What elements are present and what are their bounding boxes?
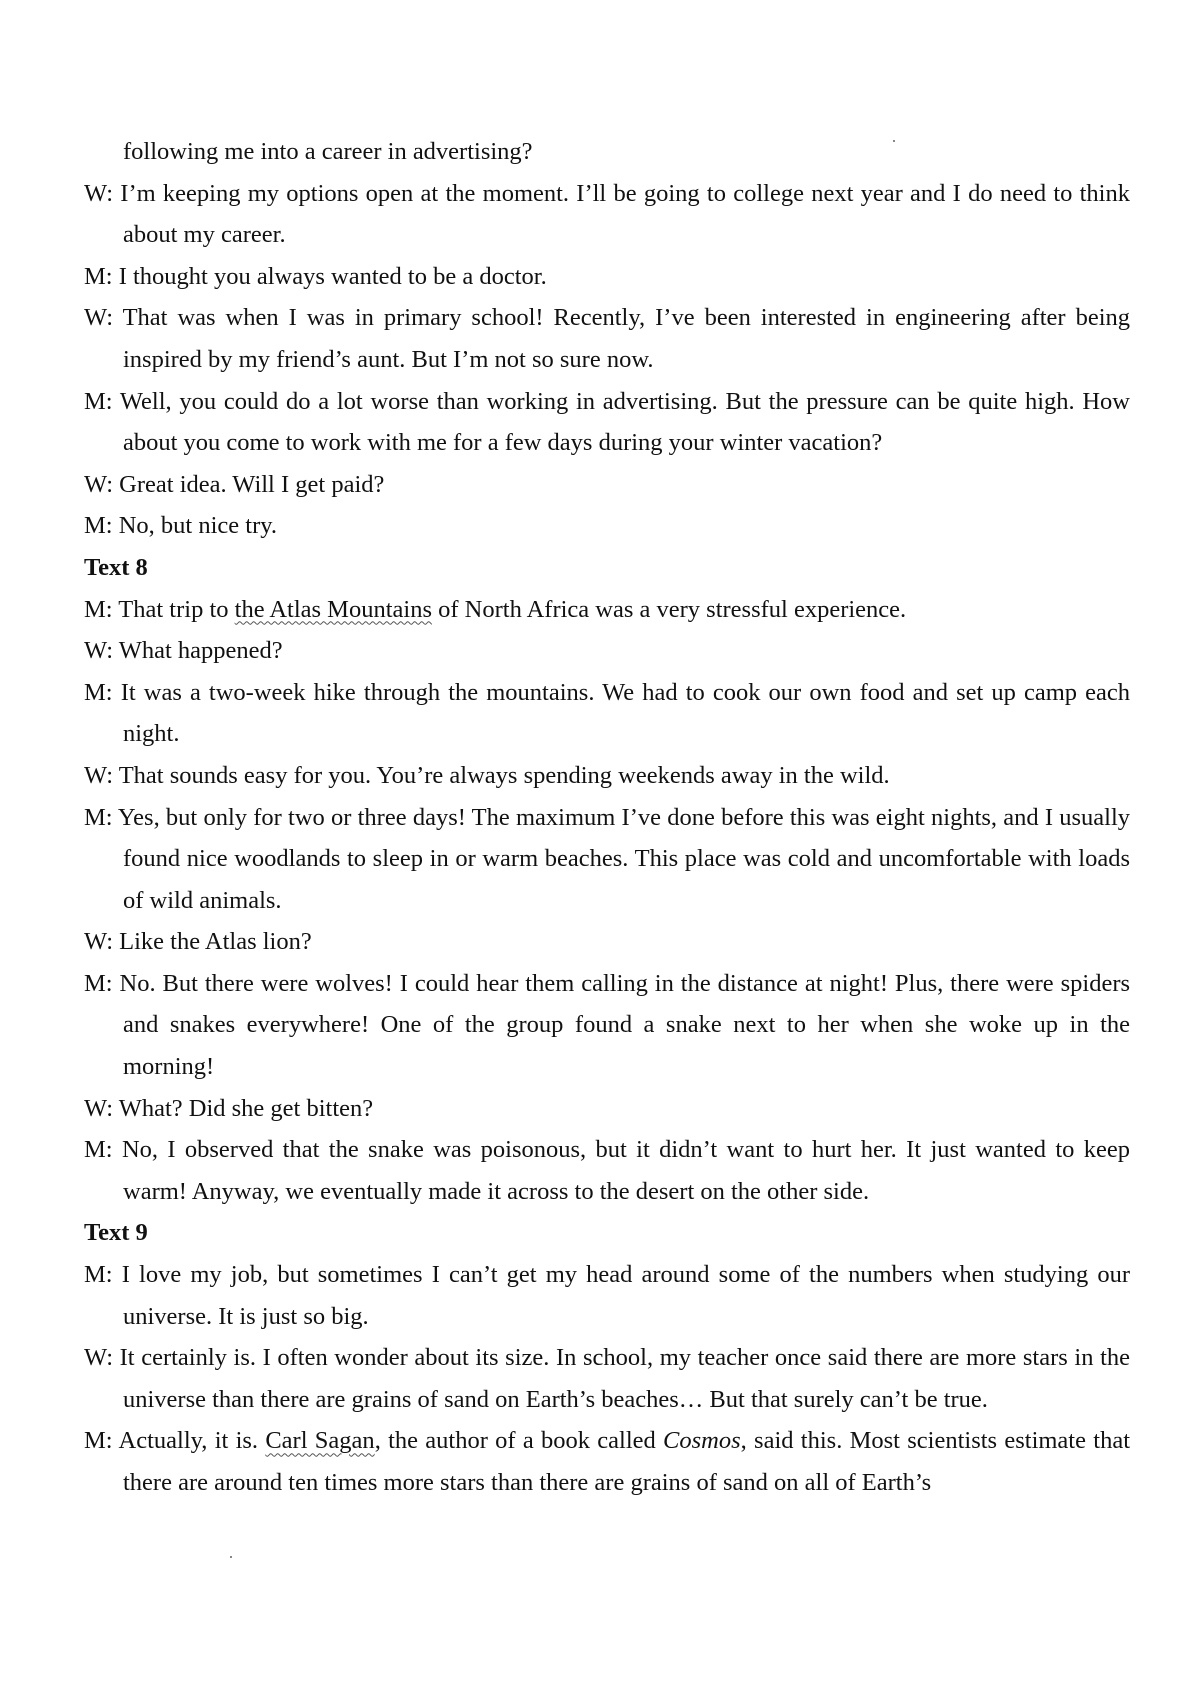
speaker-label: M: (84, 678, 113, 706)
speaker-label: W: (84, 637, 114, 665)
dialogue-line (84, 589, 1130, 631)
speaker-label: M: (84, 1136, 113, 1164)
line-text: No, I observed that the snake was poisonous, but it didn’t want to hurt her. It just wanted to keep warm! Anyway, we eventually made it across to the desert on the other side. (121, 1136, 1130, 1205)
line-text: of North Africa was a very stressful experience. (438, 595, 907, 623)
dialogue-line (84, 755, 1130, 797)
dialogue-line (84, 672, 1130, 755)
scan-speck (230, 1556, 232, 1558)
intro-line: following me into a career in advertising? (123, 138, 533, 165)
speaker-label: W: (84, 1094, 114, 1122)
speaker-label: M: (84, 969, 113, 997)
line-text: What? Did she get bitten? (118, 1094, 374, 1122)
line-text: Actually, it is. (118, 1427, 259, 1455)
line-text: I love my job, but sometimes I can’t get my head around some of the numbers when studying our universe. It is just so big. (121, 1261, 1131, 1330)
line-text: I’m keeping my options open at the moment. I’ll be going to college next year and I do need to think about my career. (120, 179, 1130, 249)
marked-term: Carl Sagan (265, 1427, 375, 1455)
dialogue-line (84, 173, 1130, 256)
dialogue-line (84, 630, 1130, 672)
speaker-label: W: (84, 470, 114, 498)
book-title: Cosmos (663, 1427, 741, 1455)
line-text: Great idea. Will I get paid? (119, 470, 385, 498)
dialogue-line (84, 1254, 1130, 1337)
line-text: , the author of a book called (374, 1427, 656, 1455)
speaker-label: W: (84, 928, 114, 956)
line-text: , said this. Most scientists estimate that there are around ten times more stars than there are grains of sand on all of Earth’s (123, 1427, 1131, 1496)
speaker-label: M: (84, 595, 113, 623)
line-text: I thought you always wanted to be a doctor. (118, 262, 547, 290)
dialogue-line (84, 381, 1130, 464)
text9-section (84, 1212, 1130, 1503)
line-text: It certainly is. I often wonder about its size. In school, my teacher once said there are more stars in the universe than there are grains of sand on Earth’s beaches… But that surely can’t be true. (119, 1344, 1130, 1413)
speaker-label: W: (84, 761, 114, 789)
speaker-label: M: (84, 262, 113, 290)
text7-dialogue (84, 173, 1130, 547)
line-text: No. But there were wolves! I could hear them calling in the distance at night! Plus, there were spiders and snakes everywhere! One of the group found a snake next to her when she woke up in the morning! (119, 969, 1131, 1081)
speaker-label: M: (84, 803, 113, 831)
speaker-label: M: (84, 387, 113, 415)
dialogue-line (84, 963, 1130, 1088)
dialogue-line (84, 797, 1130, 922)
dialogue-line (84, 256, 1130, 298)
dialogue-line (84, 1420, 1130, 1503)
text8-section (84, 547, 1130, 1213)
line-text: No, but nice try. (118, 512, 278, 540)
line-text: Well, you could do a lot worse than working in advertising. But the pressure can be quite high. How about you come to work with me for a few days during your winter vacation? (119, 387, 1131, 457)
section-heading-text9: Text 9 (84, 1219, 148, 1247)
dialogue-line (84, 1088, 1130, 1130)
line-text: What happened? (118, 637, 283, 665)
dialogue-line (84, 505, 1130, 547)
dialogue-line (84, 297, 1130, 380)
speaker-label: M: (84, 1427, 113, 1455)
dialogue-line (84, 1337, 1130, 1420)
speaker-label: M: (84, 1261, 113, 1289)
dialogue-line (84, 921, 1130, 963)
dialogue-line (84, 1129, 1130, 1212)
transcript-page (84, 131, 1130, 1504)
line-text: That was when I was in primary school! Recently, I’ve been interested in engineering after being inspired by my friend’s aunt. But I’m not so sure now. (122, 304, 1130, 373)
line-text: Like the Atlas lion? (119, 928, 312, 956)
speaker-label: W: (84, 1344, 114, 1372)
line-text: It was a two-week hike through the mountains. We had to cook our own food and set up camp each night. (120, 678, 1131, 748)
line-text: Yes, but only for two or three days! The maximum I’ve done before this was eight nights, and I usually found nice woodlands to sleep in or warm beaches. This place was cold and uncomfortable with loads of wild animals. (117, 803, 1131, 914)
dialogue-line (84, 464, 1130, 506)
speaker-label: M: (84, 512, 113, 540)
section-heading-text8: Text 8 (84, 553, 148, 581)
marked-term: the Atlas Mountains (234, 595, 432, 623)
line-text: That sounds easy for you. You’re always spending weekends away in the wild. (118, 761, 890, 789)
speaker-label: W: (84, 304, 114, 332)
line-text: That trip to (118, 595, 229, 623)
speaker-label: W: (84, 179, 114, 207)
